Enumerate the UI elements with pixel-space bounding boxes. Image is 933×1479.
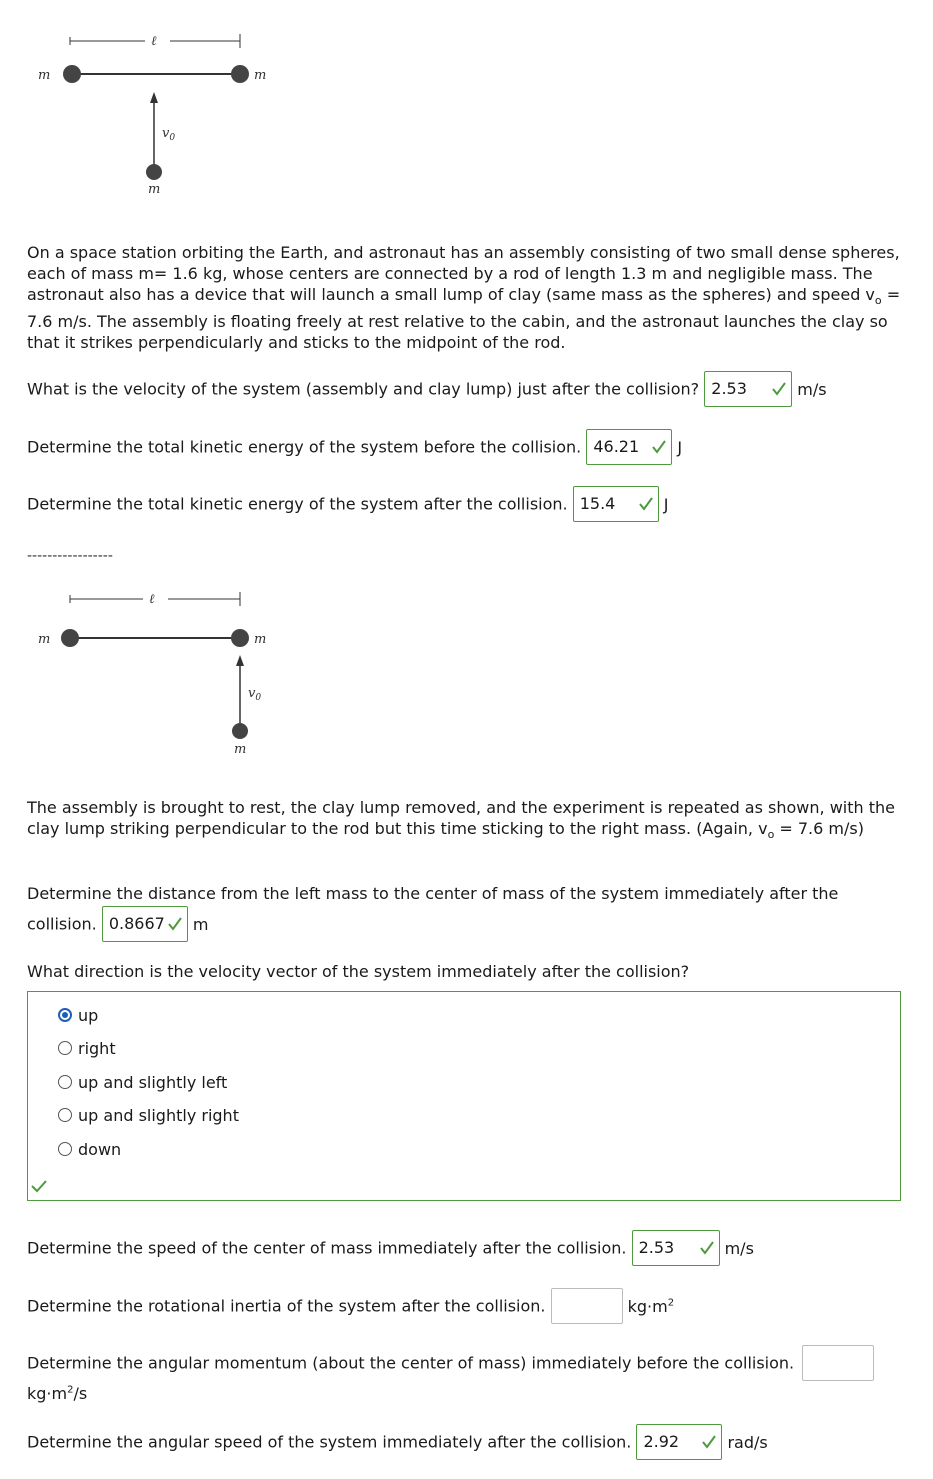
velocity-label: $v_0$ [162,126,176,143]
clay-mass-label: m [234,742,247,757]
question-angular-momentum: Determine the angular momentum (about the center of mass) immediately before the collision. [27,1345,874,1381]
checkmark-icon [30,1178,48,1194]
velocity-label: $v_0$ [248,686,262,703]
diagram-midpoint-collision [30,20,290,200]
rotational-inertia-answer-field[interactable] [551,1288,623,1324]
length-label: ℓ [151,34,157,49]
question-rotational-inertia: Determine the rotational inertia of the system after the collision. $kg\cdot m^2$ [27,1288,674,1324]
question-ke-before: Determine the total kinetic energy of the system before the collision. 46.21 J [27,429,682,465]
cm-speed-answer-field[interactable]: 2.53 [632,1230,720,1266]
checkmark-icon [638,487,654,521]
clay-lump [146,164,162,180]
option-down[interactable]: down [58,1138,121,1162]
ke-before-answer-field[interactable]: 46.21 [586,429,672,465]
angular-momentum-answer-field[interactable] [802,1345,874,1381]
velocity-answer-field[interactable]: 2.53 [704,371,792,407]
right-mass [231,629,249,647]
angular-speed-answer-field[interactable]: 2.92 [636,1424,722,1460]
direction-choices [27,991,901,1201]
option-up-slightly-left[interactable]: up and slightly left [58,1071,227,1095]
angular-momentum-unit: $kg\cdot m^2/s$ [27,1384,88,1403]
radio-icon[interactable] [58,1108,72,1122]
option-up[interactable]: up [58,1004,98,1028]
option-up-slightly-right[interactable]: up and slightly right [58,1104,239,1128]
right-mass [231,65,249,83]
radio-icon[interactable] [58,1142,72,1156]
left-mass [61,629,79,647]
problem-intro: On a space station orbiting the Earth, and astronaut has an assembly consisting of two small dense spheres, each of mass m= 1.6 kg, whose centers are connected by a rod of length 1.3 m and negligible mass. The astronaut also has a device that will launch a small lump of clay (same mass as the spheres) and speed $v_o = 7.6$ m/s. The assembly is floating freely at rest relative to the cabin, and the astronaut launches the clay so that it strikes perpendicularly and sticks to the midpoint of the rod. [27,243,901,353]
diagram-right-mass-collision [30,585,290,765]
question-cm-distance: collision. 0.8667 m [27,906,208,942]
question-velocity-after: What is the velocity of the system (assembly and clay lump) just after the collision? 2.53 m/s [27,371,827,407]
left-mass-label: m [38,68,51,83]
question-cm-distance-text: Determine the distance from the left mass to the center of mass of the system immediately after the [27,884,839,903]
part2-intro: The assembly is brought to rest, the clay lump removed, and the experiment is repeated as shown, with the clay lump striking perpendicular to the rod but this time sticking to the right mass. (Again, $v_o = 7.6$ m/s) [27,798,895,842]
checkmark-icon [699,1231,715,1265]
left-mass [63,65,81,83]
clay-mass-label: m [148,182,161,197]
checkmark-icon [701,1425,717,1459]
radio-icon[interactable] [58,1075,72,1089]
question-ke-after: Determine the total kinetic energy of the system after the collision. 15.4 J [27,486,668,522]
question-angular-speed: Determine the angular speed of the system immediately after the collision. 2.92 rad/s [27,1424,768,1460]
clay-lump [232,723,248,739]
ke-after-answer-field[interactable]: 15.4 [573,486,659,522]
right-mass-label: m [254,632,267,647]
separator: ----------------- [27,548,113,564]
checkmark-icon [651,430,667,464]
option-right[interactable]: right [58,1037,116,1061]
cm-distance-answer-field[interactable]: 0.8667 [102,906,188,942]
question-direction: What direction is the velocity vector of the system immediately after the collision? [27,962,690,981]
length-label: ℓ [149,592,155,607]
left-mass-label: m [38,632,51,647]
radio-selected-icon[interactable] [58,1008,72,1022]
checkmark-icon [771,372,787,406]
radio-icon[interactable] [58,1041,72,1055]
checkmark-icon [167,907,183,941]
question-cm-speed: Determine the speed of the center of mass immediately after the collision. 2.53 m/s [27,1230,754,1266]
right-mass-label: m [254,68,267,83]
